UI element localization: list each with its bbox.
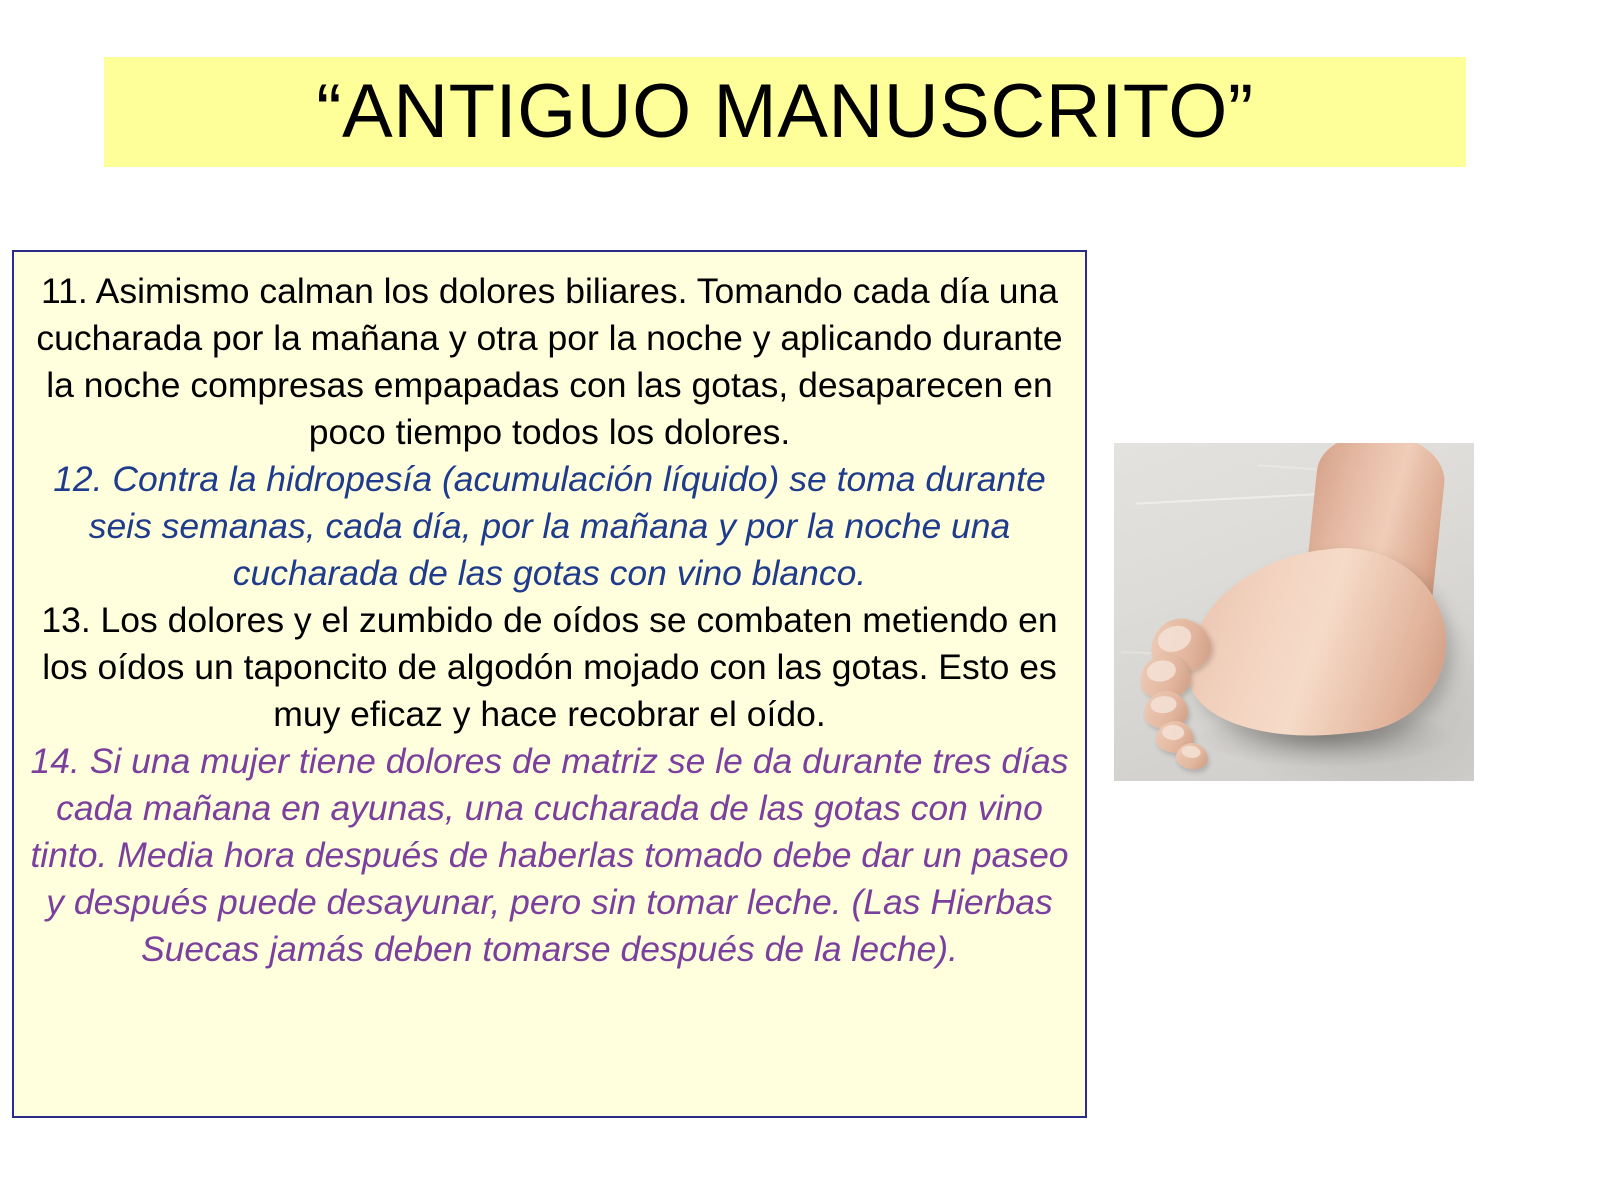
paragraph-item-11: 11. Asimismo calman los dolores biliares. Tomando cada día una cucharada por la mañana y otra por la noche y aplicando durante la noche compresas empapadas con las gotas, desaparecen en poco tiempo todos los dolores. <box>36 271 1063 453</box>
toenail-shape <box>1162 724 1185 739</box>
paragraph-item-12: 12. Contra la hidropesía (acumulación líquido) se toma durante seis semanas, cada día, por la mañana y por la noche una cucharada de las gotas con vino blanco. <box>53 459 1046 594</box>
page-title: “ANTIGUO MANUSCRITO” <box>316 69 1254 154</box>
paragraph-item-14: 14. Si una mujer tiene dolores de matriz se le da durante tres días cada mañana en ayunas, una cucharada de las gotas con vino tinto. Media hora después de haberlas tomado debe dar un paseo y después puede desayunar, pero sin tomar leche. (Las Hierbas Suecas jamás deben tomarse después de la leche). <box>30 741 1069 970</box>
photo-background <box>1114 443 1474 781</box>
paragraph-item-13: 13. Los dolores y el zumbido de oídos se combaten metiendo en los oídos un taponcito de algodón mojado con las gotas. Esto es muy eficaz y hace recobrar el oído. <box>41 600 1058 735</box>
toenail-shape <box>1154 622 1195 656</box>
toenail-shape <box>1150 695 1177 714</box>
swollen-foot-photo <box>1114 443 1474 781</box>
manuscript-text-box <box>12 250 1087 1118</box>
toenail-shape <box>1181 745 1201 759</box>
toenail-shape <box>1145 658 1177 683</box>
title-banner <box>104 57 1466 167</box>
